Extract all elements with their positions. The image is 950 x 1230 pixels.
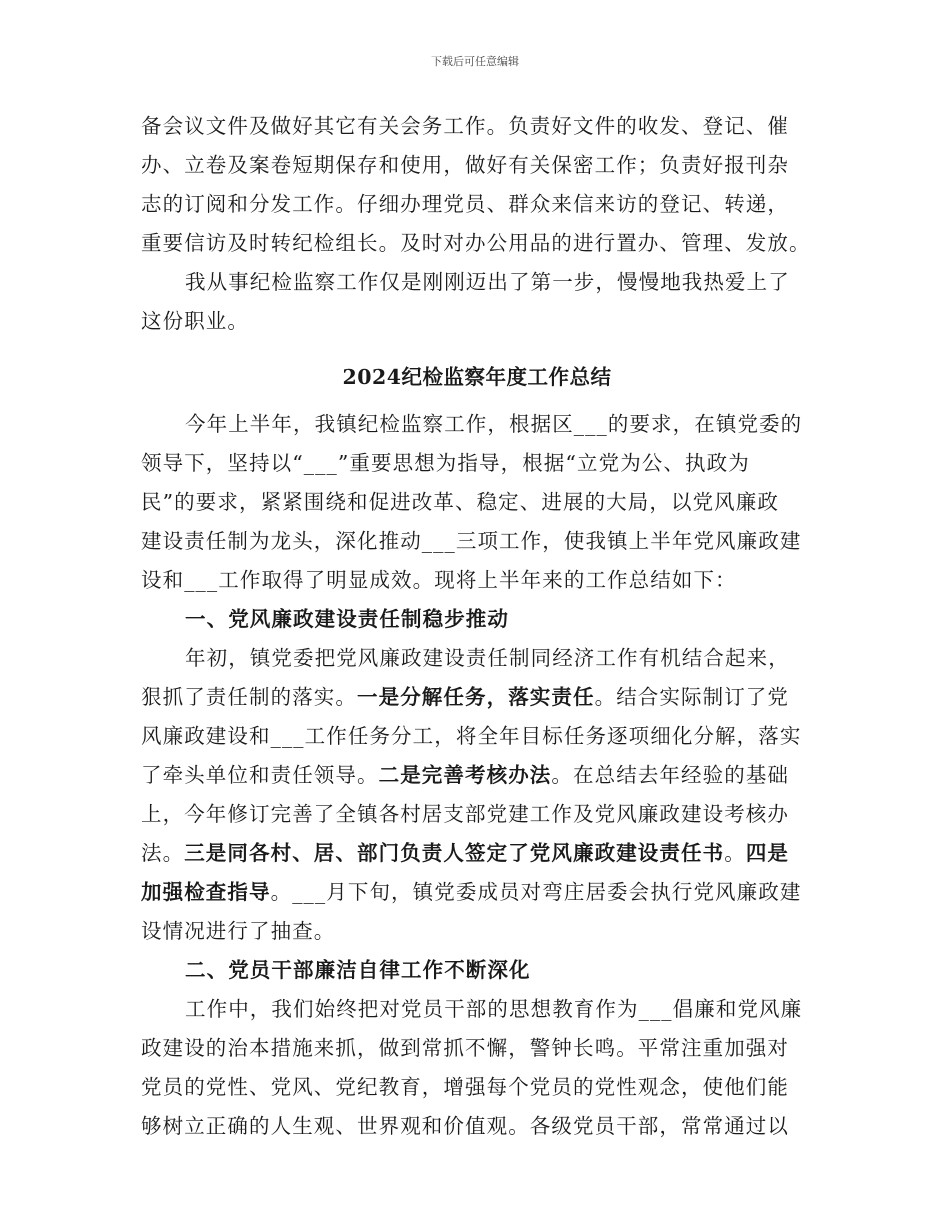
text-run: 了牵头单位和责任领导。 xyxy=(141,763,379,787)
bold-text-run: 一是分解任务，落实责任 xyxy=(357,685,595,709)
paragraph-line: 领导下，坚持以“___”重要思想为指导，根据“立党为公、执政为 xyxy=(141,451,750,475)
paragraph-line: 风廉政建设和___工作任务分工，将全年目标任务逐项细化分解，落实 xyxy=(141,724,802,748)
section-heading-2: 二、党员干部廉洁自律工作不断深化 xyxy=(185,958,531,982)
text-run: 狠抓了责任制的落实。 xyxy=(141,685,357,709)
paragraph-line: 这份职业。 xyxy=(141,309,249,333)
document-title: 2024纪检监察年度工作总结 xyxy=(342,365,612,389)
paragraph-line: 党员的党性、党风、党纪教育，增强每个党员的党性观念，使他们能 xyxy=(141,1075,789,1099)
document-body xyxy=(141,107,813,1146)
paragraph-line: 我从事纪检监察工作仅是刚刚迈出了第一步，慢慢地我热爱上了 xyxy=(185,270,790,294)
section-heading-1: 一、党风廉政建设责任制稳步推动 xyxy=(185,607,509,631)
paragraph-line xyxy=(141,834,813,873)
text-run: 。___月下旬，镇党委成员对弯庄居委会执行党风廉政建 xyxy=(270,880,802,904)
paragraph-line: 够树立正确的人生观、世界观和价值观。各级党员干部，常常通过以 xyxy=(141,1114,789,1138)
paragraph-line: 志的订阅和分发工作。仔细办理党员、群众来信来访的登记、转递， xyxy=(141,192,789,216)
page-header-note: 下载后可任意编辑 xyxy=(431,55,519,68)
text-run: 法。 xyxy=(141,841,185,865)
bold-text-run: 四是 xyxy=(745,841,790,865)
paragraph-line: 今年上半年，我镇纪检监察工作，根据区___的要求，在镇党委的 xyxy=(185,412,803,436)
paragraph-line: 设和___工作取得了明显成效。现将上半年来的工作总结如下： xyxy=(141,568,737,592)
bold-text-run: 二是完善考核办法 xyxy=(378,763,552,787)
paragraph-line: 设情况进行了抽查。 xyxy=(141,919,336,943)
paragraph-line xyxy=(141,873,813,912)
paragraph-line: 政建设的治本措施来抓，做到常抓不懈，警钟长鸣。平常注重加强对 xyxy=(141,1036,789,1060)
paragraph-line: 重要信访及时转纪检组长。及时对办公用品的进行置办、管理、发放。 xyxy=(141,231,811,255)
paragraph-line: 备会议文件及做好其它有关会务工作。负责好文件的收发、登记、催 xyxy=(141,114,789,138)
paragraph-line xyxy=(141,678,813,717)
text-run: 。 xyxy=(724,841,746,865)
text-run: 。在总结去年经验的基础 xyxy=(551,763,790,787)
text-run: 。结合实际制订了党 xyxy=(594,685,790,709)
paragraph-line: 建设责任制为龙头，深化推动___三项工作，使我镇上半年党风廉政建 xyxy=(141,529,802,553)
paragraph-line: 办、立卷及案卷短期保存和使用，做好有关保密工作；负责好报刊杂 xyxy=(141,153,789,177)
paragraph-line xyxy=(141,756,813,795)
paragraph-line: 民”的要求，紧紧围绕和促进改革、稳定、进展的大局，以党风廉政 xyxy=(141,490,779,514)
paragraph-line: 工作中，我们始终把对党员干部的思想教育作为___倡廉和党风廉 xyxy=(185,997,803,1021)
paragraph-line: 上，今年修订完善了全镇各村居支部党建工作及党风廉政建设考核办 xyxy=(141,802,789,826)
bold-text-run: 加强检查指导 xyxy=(141,880,271,904)
bold-text-run: 三是同各村、居、部门负责人签定了党风廉政建设责任书 xyxy=(184,841,725,865)
paragraph-line: 年初，镇党委把党风廉政建设责任制同经济工作有机结合起来， xyxy=(185,646,790,670)
